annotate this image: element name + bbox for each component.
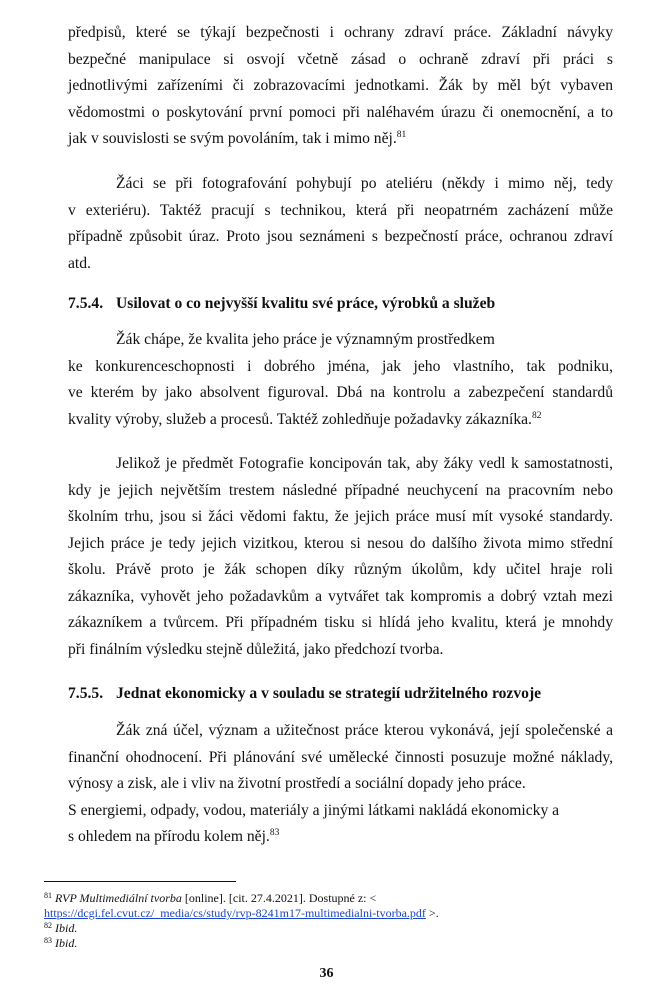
text-line: Žák zná účel, význam a užitečnost práce kterou vykonává, její společenské a xyxy=(116,722,613,739)
text-line: kvality výroby, služeb a procesů. Taktéž zohledňuje požadavky zákazníka. xyxy=(68,410,532,428)
text-line: Jelikož je předmět Fotografie koncipován tak, aby žáky vedl k samostatnosti, xyxy=(116,455,613,472)
footnote-mark: 82 xyxy=(44,921,52,930)
text-line: zákazníka, vyhovět jeho požadavkům a vytvářet tak kompromis a dobrý vztah mezi xyxy=(68,587,613,605)
text-line: školním trhu, jsou si žáci vědomi faktu, že jejich práce musí mít vysoké standardy. xyxy=(68,508,613,525)
section-number: 7.5.4. xyxy=(68,295,104,312)
section-number: 7.5.5. xyxy=(68,685,104,702)
text-line-last xyxy=(68,407,613,434)
footnote-url-link[interactable]: https://dcgi.fel.cvut.cz/_media/cs/study/rvp-8241m17-multimedialni-tvorba.pdf xyxy=(44,906,426,920)
paragraph-safety-continuation xyxy=(68,20,613,153)
text-line: zákazníkem a tvůrcem. Při případném tisku si hlídá jeho kvalitu, která je mnohdy xyxy=(68,614,613,631)
footnote-text: Ibid. xyxy=(55,936,78,950)
footnote-text: [online]. [cit. 27.4.2021]. Dostupné z: < xyxy=(181,891,377,905)
text-line: případně způsobit úraz. Proto jsou seznámeni s bezpečností práce, ochranou zdraví xyxy=(68,228,613,245)
section-title: Jednat ekonomicky a v souladu se strategií udržitelného rozvoje xyxy=(116,685,542,702)
text-line: kdy je jejich největším trestem následné případné neuchycení na pracovním nebo xyxy=(68,481,613,499)
text-line: školu. Právě proto je žák schopen díky různým úkolům, kdy učitel hraje roli xyxy=(68,561,613,578)
footnote-separator xyxy=(44,881,236,882)
text-line: Žák chápe, že kvalita jeho práce je významným prostředkem xyxy=(116,331,495,348)
footnote-81-link-line xyxy=(44,906,624,921)
text-line: finanční ohodnocení. Při plánování své umělecké činnosti posuzuje možné náklady, xyxy=(68,748,613,766)
text-line: předpisů, které se týkají bezpečnosti i ochrany zdraví práce. Základní návyky xyxy=(68,24,613,41)
text-line: ke konkurenceschopnosti i dobrého jména, jak jeho vlastního, tak podniku, xyxy=(68,357,613,375)
footnote-reference: 83 xyxy=(269,828,280,838)
paragraph-studio-safety xyxy=(68,171,613,277)
footnote-text: >. xyxy=(425,906,439,920)
text-line: s ohledem na přírodu kolem něj. xyxy=(68,828,270,845)
footnote-text: Ibid. xyxy=(55,921,78,935)
section-heading-7-5-4 xyxy=(68,291,613,317)
footnote-83 xyxy=(44,936,624,951)
text-line: bezpečné manipulace si osvojí včetně zásad o ochraně zdraví při práci s xyxy=(68,50,613,68)
text-line: Jejich práce je tedy jejich vizitkou, kterou si nesou do dalšího života mimo střední xyxy=(68,534,613,552)
paragraph-photography-subject xyxy=(68,451,613,663)
text-line-last xyxy=(68,126,613,153)
footnote-mark: 83 xyxy=(44,936,52,945)
section-title: Usilovat o co nejvyšší kvalitu své práce, výrobků a služeb xyxy=(116,295,496,312)
text-line: při finálním výsledku stejně důležitá, jako předchozí tvorba. xyxy=(68,640,444,658)
footnote-81 xyxy=(44,891,624,906)
text-line: vědomostmi o poskytování první pomoci při naléhavém úrazu či onemocnění, a to xyxy=(68,103,613,121)
footnote-source-title: RVP Multimediální tvorba xyxy=(55,891,182,905)
text-line-last xyxy=(68,824,613,851)
text-line: jak v souvislosti se svým povoláním, tak i mimo něj. xyxy=(68,130,397,147)
footnote-reference: 82 xyxy=(531,410,542,421)
text-line: atd. xyxy=(68,254,91,272)
page-number: 36 xyxy=(319,966,334,981)
text-line: Žáci se při fotografování pohybují po ateliéru (někdy i mimo něj, tedy xyxy=(116,175,613,192)
paragraph-quality xyxy=(68,327,613,433)
footnote-82 xyxy=(44,921,624,936)
footnote-mark: 81 xyxy=(44,891,52,900)
text-line: výnosy a zisk, ale i vliv na životní prostředí a sociální dopady jeho práce. xyxy=(68,775,526,792)
text-line: S energiemi, odpady, vodou, materiály a jinými látkami nakládá ekonomicky a xyxy=(68,801,560,819)
text-line: jednotlivými zařízeními či zobrazovacími jednotkami. Žák by měl být vybaven xyxy=(68,77,613,94)
text-line: v exteriéru). Taktéž pracují s technikou, která při neopatrném zacházení může xyxy=(68,201,613,219)
paragraph-economics xyxy=(68,718,613,851)
section-heading-7-5-5 xyxy=(68,681,613,707)
text-line: ve kterém by jako absolvent figuroval. Dbá na kontrolu a zabezpečení standardů xyxy=(68,384,613,401)
footnote-reference: 81 xyxy=(396,130,407,140)
